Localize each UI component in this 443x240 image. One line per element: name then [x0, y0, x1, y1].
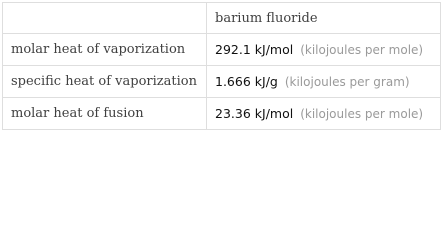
row-label-specific-heat-of-vaporization: specific heat of vaporization: [3, 66, 207, 98]
row-value-cell: [207, 34, 441, 66]
properties-table: [2, 2, 441, 130]
row-label-molar-heat-of-fusion: molar heat of fusion: [3, 98, 207, 130]
value-number: 292.1: [215, 42, 251, 57]
header-corner-cell: [3, 3, 207, 34]
value-unit: kJ/mol: [254, 106, 294, 121]
value-number: 23.36: [215, 106, 251, 121]
table-row: [3, 66, 441, 98]
value-unit: kJ/mol: [254, 42, 294, 57]
value-unit-description: (kilojoules per mole): [300, 43, 424, 57]
table-row: [3, 34, 441, 66]
table-row: [3, 98, 441, 130]
header-row: [3, 3, 441, 34]
value-unit-description: (kilojoules per mole): [300, 107, 424, 121]
row-value-cell: [207, 66, 441, 98]
column-header-substance: barium fluoride: [207, 3, 441, 34]
value-number: 1.666: [215, 74, 251, 89]
value-unit: kJ/g: [254, 74, 278, 89]
value-unit-description: (kilojoules per gram): [284, 75, 410, 89]
row-value-cell: [207, 98, 441, 130]
row-label-molar-heat-of-vaporization: molar heat of vaporization: [3, 34, 207, 66]
